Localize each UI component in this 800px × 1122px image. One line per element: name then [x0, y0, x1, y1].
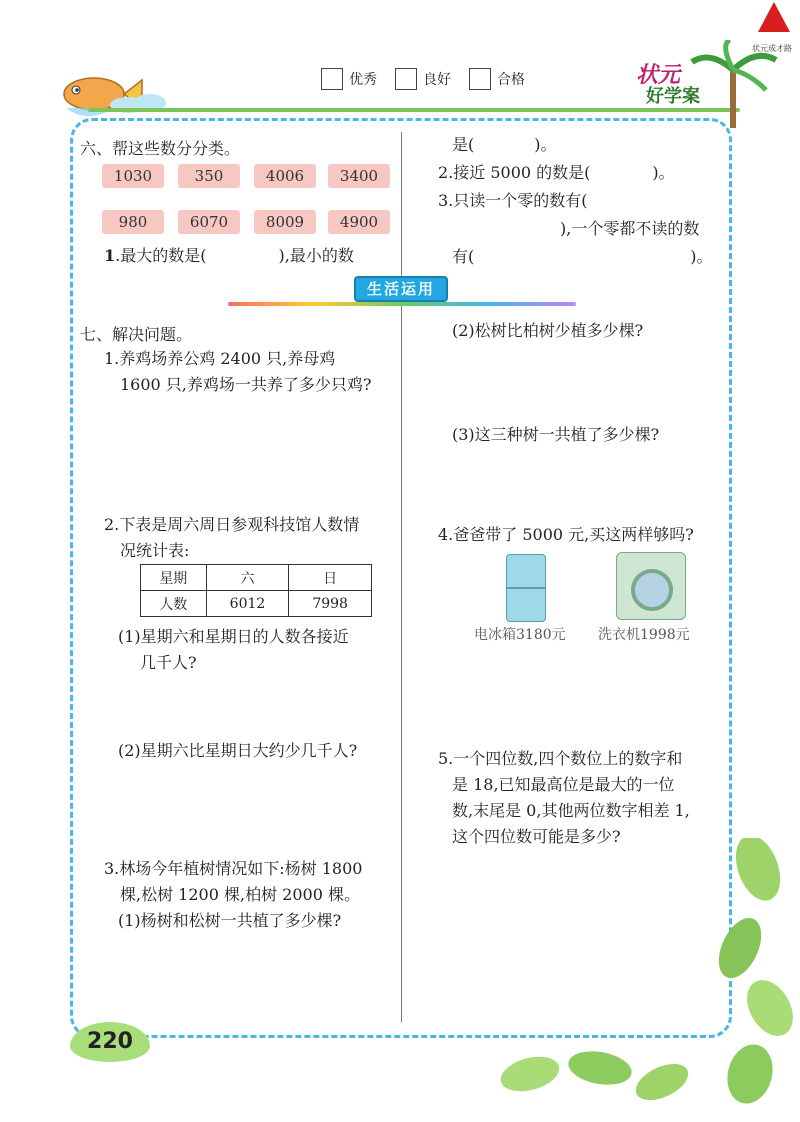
section-banner: 生活运用	[354, 276, 448, 302]
question-text: 2.接近 5000 的数是(	[438, 163, 591, 182]
brand-line2: 好学案	[646, 86, 700, 107]
page-number: 220	[70, 1022, 150, 1062]
question-6-1	[104, 243, 354, 269]
problem-5-line1: 5.一个四位数,四个数位上的数字和	[438, 749, 683, 768]
table-row	[141, 565, 372, 591]
section6-title: 六、帮这些数分分类。	[80, 139, 241, 158]
rating-checkbox-good[interactable]	[395, 68, 417, 90]
logo-triangle-icon	[758, 2, 790, 32]
leaves-icon	[700, 838, 798, 1108]
problem-5-line2: 是 18,已知最高位是最大的一位	[452, 775, 675, 794]
question-6-3-line3	[452, 244, 713, 270]
question-6-2	[438, 160, 675, 186]
number-box: 3400	[328, 164, 390, 188]
problem-3-q3: (3)这三种树一共植了多少棵?	[452, 425, 660, 444]
rating-checkbox-pass[interactable]	[469, 68, 491, 90]
question-text: 3.只读一个零的数有(	[438, 191, 588, 210]
rating-boxes	[313, 68, 529, 90]
problem-2-line1: 2.下表是周六周日参观科技馆人数情	[104, 515, 360, 534]
table-cell: 6012	[206, 591, 289, 617]
rating-label-pass: 合格	[497, 72, 525, 88]
problem-1-line1: 1.养鸡场养公鸡 2400 只,养母鸡	[104, 349, 336, 368]
question-number: 1	[104, 246, 116, 265]
problem-5-line3: 数,末尾是 0,其他两位数字相差 1,	[452, 801, 690, 820]
number-box: 4006	[254, 164, 316, 188]
number-box: 350	[178, 164, 240, 188]
question-6-3-line2	[438, 216, 699, 242]
problem-2-q2: (2)星期六比星期日大约少几千人?	[118, 741, 358, 760]
logo-text: 状元成才路	[752, 44, 792, 53]
number-box: 8009	[254, 210, 316, 234]
problem-3-q2: (2)松树比柏树少植多少棵?	[452, 321, 644, 340]
problem-3-q1: (1)杨树和松树一共植了多少棵?	[118, 911, 342, 930]
question-6-3	[438, 188, 588, 214]
question-text: 有(	[452, 247, 475, 266]
question-text: ),一个零都不读的数	[560, 219, 700, 238]
publisher-logo	[752, 2, 796, 53]
washer-label: 洗衣机1998元	[598, 627, 690, 643]
rating-label-excellent: 优秀	[349, 72, 377, 88]
problem-3-line1: 3.林场今年植树情况如下:杨树 1800	[104, 859, 363, 878]
rating-checkbox-excellent[interactable]	[321, 68, 343, 90]
number-box: 1030	[102, 164, 164, 188]
question-text: )。	[652, 163, 675, 182]
table-header-cell: 星期	[141, 565, 207, 591]
banner-rule	[228, 302, 576, 306]
section7-title: 七、解决问题。	[80, 325, 193, 344]
fridge-label: 电冰箱3180元	[474, 627, 566, 643]
table-header-cell: 六	[206, 565, 289, 591]
question-text: )。	[690, 247, 713, 266]
bottom-leaves-icon	[470, 1034, 700, 1118]
question-text: ),最小的数	[278, 246, 354, 265]
problem-4: 4.爸爸带了 5000 元,买这两样够吗?	[438, 525, 694, 544]
number-box: 6070	[178, 210, 240, 234]
question-text: )。	[534, 135, 557, 154]
visitor-table	[140, 564, 372, 617]
table-row	[141, 591, 372, 617]
column-divider	[401, 132, 402, 1022]
brand-line1: 状元	[636, 62, 681, 88]
problem-1-line2: 1600 只,养鸡场一共养了多少只鸡?	[120, 375, 372, 394]
problem-3-line2: 棵,松树 1200 棵,柏树 2000 棵。	[120, 885, 360, 904]
question-text: .最大的数是(	[115, 246, 207, 265]
problem-2-q1-line2: 几千人?	[140, 653, 197, 672]
question-text: 是(	[452, 135, 475, 154]
washing-machine-icon	[616, 552, 686, 620]
table-header-cell: 日	[289, 565, 372, 591]
problem-2-line2: 况统计表:	[120, 541, 190, 560]
rating-label-good: 良好	[423, 72, 451, 88]
table-cell: 7998	[289, 591, 372, 617]
refrigerator-icon	[506, 554, 546, 622]
table-cell: 人数	[141, 591, 207, 617]
number-box: 4900	[328, 210, 390, 234]
problem-5-line4: 这个四位数可能是多少?	[452, 827, 621, 846]
number-box: 980	[102, 210, 164, 234]
problem-2-q1-line1: (1)星期六和星期日的人数各接近	[118, 627, 349, 646]
question-6-1-cont	[452, 132, 557, 158]
